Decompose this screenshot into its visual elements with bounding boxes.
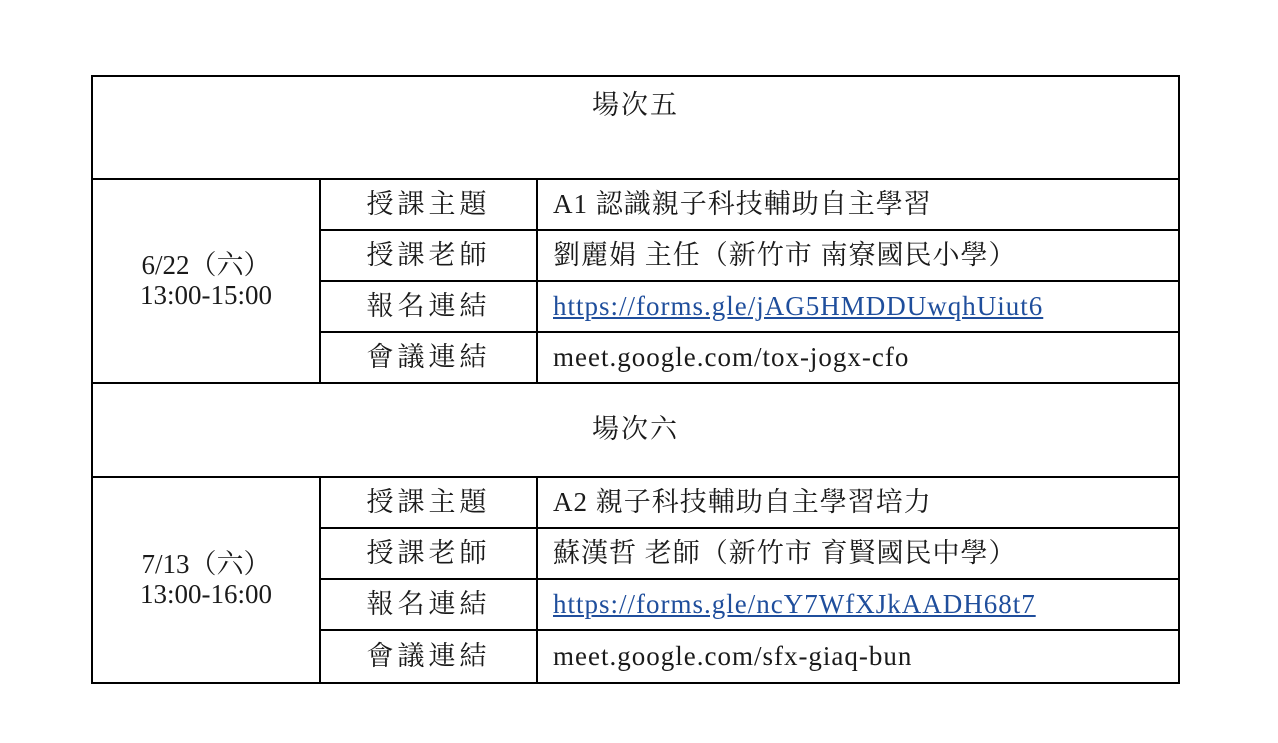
meeting-link-value: meet.google.com/sfx-giaq-bun (537, 630, 1179, 683)
teacher-label: 授課老師 (320, 230, 537, 281)
meeting-link-value: meet.google.com/tox-jogx-cfo (537, 332, 1179, 383)
detail-row (92, 179, 1179, 230)
topic-value: A1 認識親子科技輔助自主學習 (537, 179, 1179, 230)
meeting-link-label: 會議連結 (320, 630, 537, 683)
session-date: 6/22（六） (141, 250, 271, 281)
signup-link-cell (537, 281, 1179, 332)
detail-row (92, 477, 1179, 528)
session-title-row (92, 383, 1179, 477)
signup-link[interactable]: https://forms.gle/jAG5HMDDUwqhUiut6 (553, 290, 1044, 321)
schedule-table (91, 75, 1180, 684)
teacher-value: 劉麗娟 主任（新竹市 南寮國民小學） (537, 230, 1179, 281)
signup-link-label: 報名連結 (320, 579, 537, 630)
meeting-link-label: 會議連結 (320, 332, 537, 383)
topic-label: 授課主題 (320, 179, 537, 230)
session-datetime (92, 179, 320, 383)
session-title-row (92, 76, 1179, 179)
signup-link-label: 報名連結 (320, 281, 537, 332)
signup-link-cell (537, 579, 1179, 630)
topic-value: A2 親子科技輔助自主學習培力 (537, 477, 1179, 528)
session-time: 13:00-16:00 (140, 579, 272, 609)
session-time: 13:00-15:00 (140, 280, 272, 310)
teacher-value: 蘇漢哲 老師（新竹市 育賢國民中學） (537, 528, 1179, 579)
session-datetime (92, 477, 320, 683)
topic-label: 授課主題 (320, 477, 537, 528)
session-date: 7/13（六） (141, 549, 271, 580)
teacher-label: 授課老師 (320, 528, 537, 579)
session-title: 場次五 (92, 76, 1179, 179)
session-title: 場次六 (92, 383, 1179, 477)
signup-link[interactable]: https://forms.gle/ncY7WfXJkAADH68t7 (553, 588, 1036, 619)
